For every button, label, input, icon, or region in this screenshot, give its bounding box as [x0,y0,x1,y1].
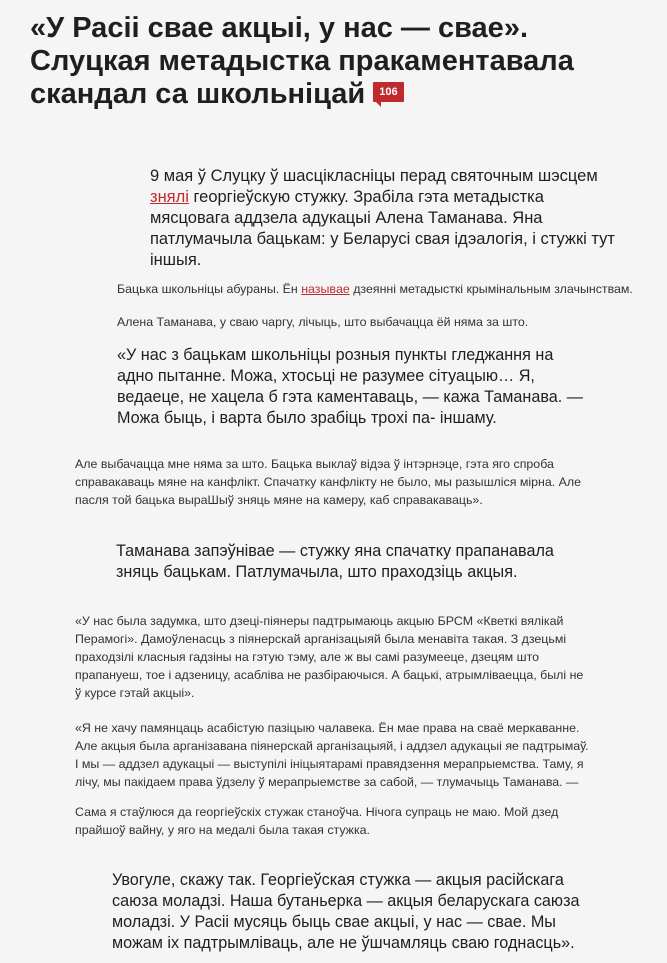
paragraph-link[interactable]: назывaе [301,282,350,296]
lead-link[interactable]: знялі [150,188,189,206]
comment-count-badge[interactable]: 106 [373,82,403,102]
paragraph-father [117,280,637,298]
pull-quote-1: «У нас з бацькам школьніцы розныя пункты гледжання на адно пытанне. Можа, хтосьці не разумее сітуацыю… Я, ведаеце, не хацела б гэта каментаваць, — кажа Таманава. — Можа быць, і варта было зрабіць трохі па- іншаму. [117,346,583,427]
paragraph-position: «Я не хачу памянцаць асабістую пазіцыю чалавека. Ён мае права на сваё меркаванне. Але акцыя была арганізавана піянерскай арганізацыяй, і аддзел адукацыі яе падтрымаў. І мы — аддзел адукацыі — выступілі ініцыятарамі правядзення мерапрыемства. Таму, я лічу, мы пакідаем права ўдзелу ў мерапрыемстве за сабой, — тлумачыць Таманава. — [75,721,589,789]
pull-quote-3: Увогуле, скажу так. Георгіеўская стужка — акцыя расійскага саюза моладзі. Наша бутаньерка — акцыя беларускага саюза моладзі. У Расіі мусяць быць свае акцыі, у нас — свае. Мы можам іх падтрымліваць, але не ўшчамляць сваю годнасць». [112,871,580,952]
headline-text: «У Расіі свае акцыі, у нас — свае». Слуцкая метадыстка пракаментавала скандал са школьніцай [30,12,574,110]
paragraph-apology: Але выбачацца мне няма за што. Бацька выклаў відэа ў інтэрнэце, гэта яго спроба справакаваць мяне на канфлікт. Спачатку канфлікту не было, мы разышліся мірна. Але пасля той бацька выраШыў зняць мяне на камеру, каб справакаваць». [75,457,582,507]
paragraph-tamanava: Алена Таманава, у сваю чаргу, лічыць, што выбачацца ёй няма за што. [117,315,529,329]
paragraph-idea: «У нас была задумка, што дзеці-піянеры падтрымаюць акцыю БРСМ «Кветкі вялікай Перамогі». Дамоўленасць з піянерскай арганізацыяй была менавіта такая. З дзецьмі праходзілі класныя гадзіны на гэтую тэму, але ж вы самі разумееце, дзецям што прапануеш, тое і адзеницу, асабліва не разбіраючыся. А бацькі, атрымліваецца, былі не ў курсе гэтай акцыі». [75,614,584,700]
paragraph-text: Бацька школьніцы абураны. Ён [117,282,302,296]
pull-quote-2: Таманава запэўнівае — стужку яна спачатку прапанавала зняць бацькам. Патлумачыла, што праходзіць акцыя. [116,542,554,581]
paragraph-attitude: Сама я стаўлюся да георгіеўскіх стужак станоўча. Нічога супраць не маю. Мой дзед прайшоў вайну, у яго на медалі была такая стужка. [75,805,559,837]
lead-text-after: георгіеўскую стужку. Зрабіла гэта метадыстка мясцовага аддзела адукацыі Алена Таманава. Яна патлумачыла бацькам: у Беларусі свая ідэалогія, і стужкі тут іншыя. [150,188,615,269]
article-lead [150,166,620,271]
paragraph-text: дзеянні метадысткі крымінальным злачынствам. [349,282,633,296]
lead-text-before: 9 мая ў Слуцку ў шасцікласніцы перад святочным шэсцем [150,167,598,185]
article-headline [30,12,650,111]
